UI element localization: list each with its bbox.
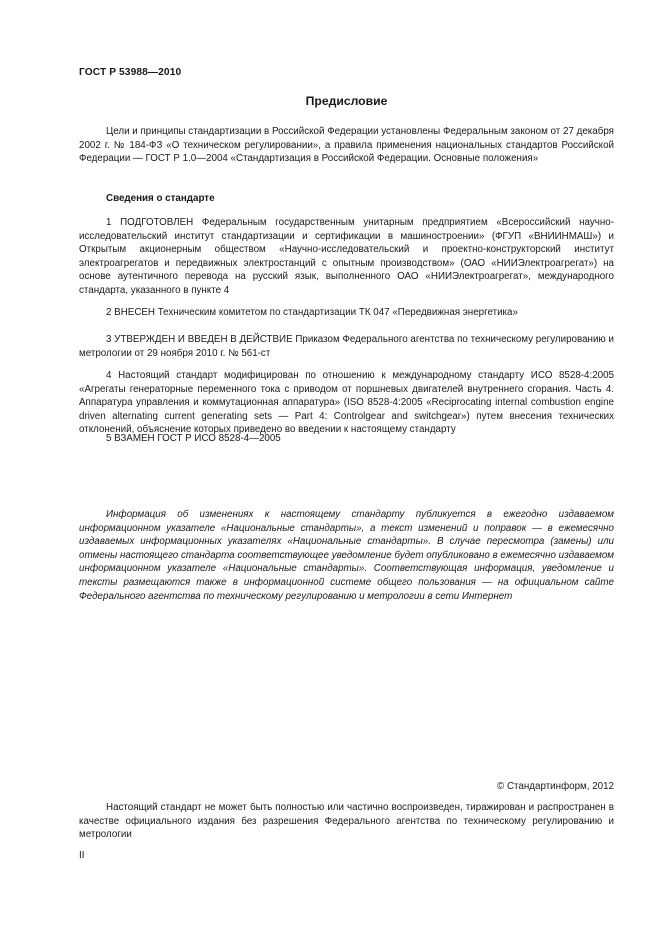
item-1-paragraph: 1 ПОДГОТОВЛЕН Федеральным государственным унитарным предприятием «Всероссийский научно-исследовательский институт стандартизации и сертификации в машиностроении» (ФГУП «ВНИИНМАШ») и Открытым акционерным обществом «Научно-исследовательский и проектно-конструкторский институт электроагрегатов и передвижных электростанций с опытным производством» (ОАО «НИИЭлектроагрегат») на основе аутентичного перевода на русский язык, выполненного ОАО «НИИЭлектроагрегат», международного стандарта, указанного в пункте 4 bbox=[79, 217, 614, 296]
page-number: II bbox=[79, 850, 85, 861]
reproduction-notice: Настоящий стандарт не может быть полностью или частично воспроизведен, тиражирован и распространен в качестве официального издания без разрешения Федерального агентства по техническому регулированию и метрологии bbox=[79, 802, 614, 841]
copyright-line: © Стандартинформ, 2012 bbox=[497, 781, 614, 792]
info-heading: Сведения о стандарте bbox=[106, 193, 215, 204]
item-3-paragraph: 3 УТВЕРЖДЕН И ВВЕДЕН В ДЕЙСТВИЕ Приказом Федерального агентства по техническому регулированию и метрологии от 29 ноября 2010 г. № 561-ст bbox=[79, 334, 614, 359]
standard-code: ГОСТ Р 53988—2010 bbox=[79, 67, 182, 78]
item-2-paragraph: 2 ВНЕСЕН Техническим комитетом по стандартизации ТК 047 «Передвижная энергетика» bbox=[106, 307, 518, 318]
intro-paragraph: Цели и принципы стандартизации в Российской Федерации установлены Федеральным законом от 27 декабря 2002 г. № 184-ФЗ «О техническом регулировании», а правила применения национальных стандартов Российской Федерации — ГОСТ Р 1.0—2004 «Стандартизация в Российской Федерации. Основные положения» bbox=[79, 126, 614, 165]
notice-paragraph: Информация об изменениях к настоящему стандарту публикуется в ежегодно издаваемом информационном указателе «Национальные стандарты», а текст изменений и поправок — в ежемесячно издаваемых информационных указателях «Национальные стандарты». В случае пересмотра (замены) или отмены настоящего стандарта соответствующее уведомление будет опубликовано в ежемесячно издаваемом информационном указателе «Национальные стандарты». Соответствующая информация, уведомление и тексты размещаются также в информационной системе общего пользования — на официальном сайте Федерального агентства по техническому регулированию и метрологии в сети Интернет bbox=[79, 509, 614, 602]
item-5-paragraph: 5 ВЗАМЕН ГОСТ Р ИСО 8528-4—2005 bbox=[106, 433, 281, 444]
item-4-paragraph: 4 Настоящий стандарт модифицирован по отношению к международному стандарту ИСО 8528-4:2005 «Агрегаты генераторные переменного тока с приводом от поршневых двигателей внутреннего сгорания. Часть 4. Аппаратура управления и коммутационная аппаратура» (ISO 8528-4:2005 «Reciprocating internal combustion engine driven alternating current generating sets — Part 4: Controlgear and switchgear») путем внесения технических отклонений, объяснение которых приведено во введении к настоящему стандарту bbox=[79, 370, 614, 436]
page-title: Предисловие bbox=[305, 94, 388, 108]
